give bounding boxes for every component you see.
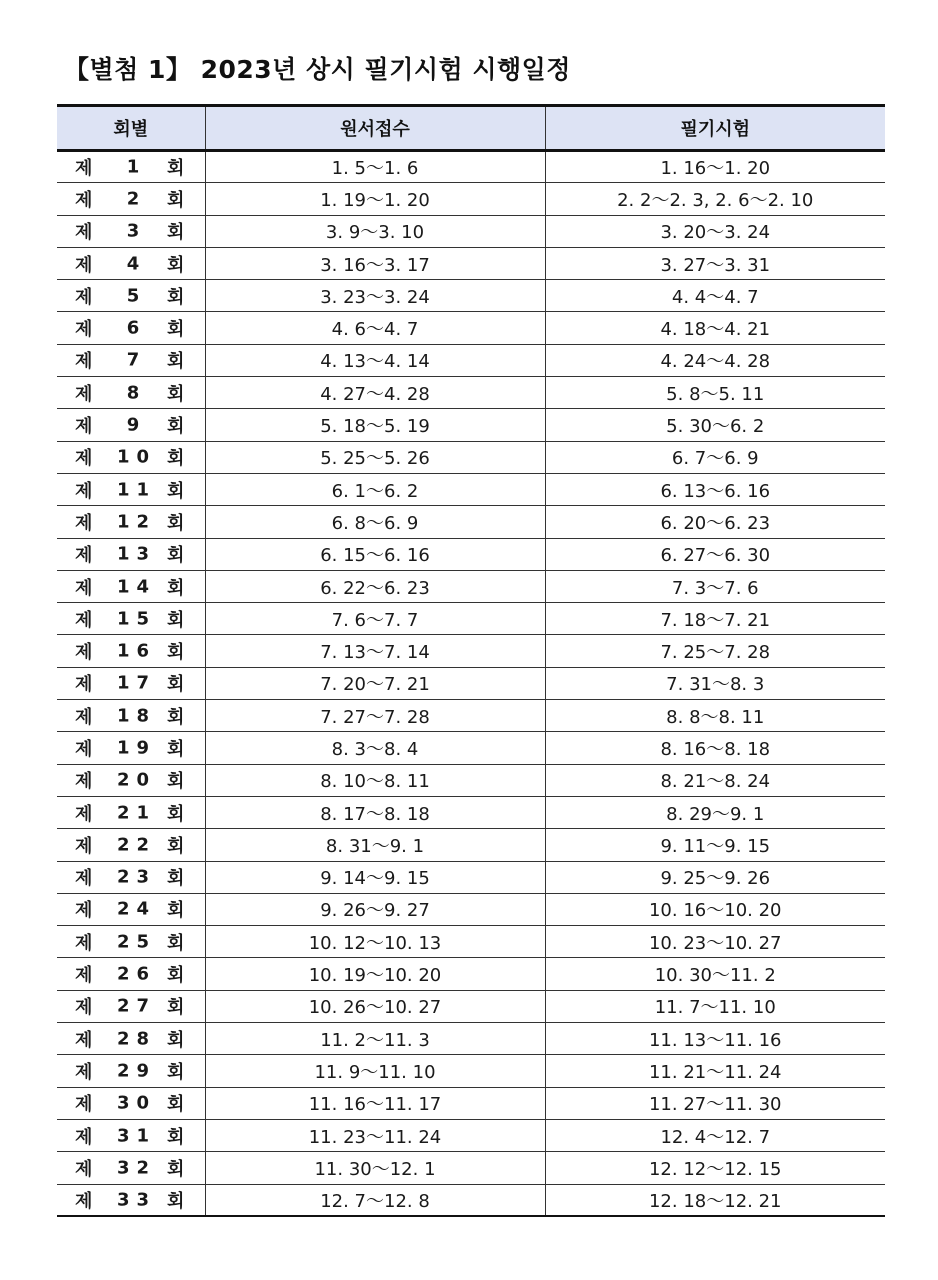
table-row: [57, 926, 885, 958]
round-prefix: 제: [75, 416, 93, 438]
round-cell: [57, 667, 205, 699]
application-period-cell: 7. 13～7. 14: [205, 635, 545, 667]
round-number: 22: [116, 834, 157, 856]
exam-period-cell: 12. 12～12. 15: [545, 1152, 885, 1184]
round-cell: [57, 506, 205, 538]
application-period-cell: 11. 23～11. 24: [205, 1119, 545, 1151]
exam-period-cell: 11. 21～11. 24: [545, 1055, 885, 1087]
round-cell: [57, 1087, 205, 1119]
table-row: [57, 1152, 885, 1184]
application-period-cell: 11. 9～11. 10: [205, 1055, 545, 1087]
application-period-cell: 5. 25～5. 26: [205, 441, 545, 473]
round-prefix: 제: [75, 577, 93, 599]
table-row: [57, 893, 885, 925]
table-row: [57, 409, 885, 441]
round-prefix: 제: [75, 1061, 93, 1083]
round-number: 7: [126, 349, 147, 371]
exam-period-cell: 6. 20～6. 23: [545, 506, 885, 538]
exam-period-cell: 1. 16～1. 20: [545, 151, 885, 183]
round-number: 27: [116, 995, 157, 1017]
exam-period-cell: 9. 25～9. 26: [545, 861, 885, 893]
table-body: [57, 151, 885, 1217]
round-cell: [57, 183, 205, 215]
round-number: 10: [116, 446, 157, 468]
application-period-cell: 5. 18～5. 19: [205, 409, 545, 441]
application-period-cell: 8. 3～8. 4: [205, 732, 545, 764]
round-prefix: 제: [75, 900, 93, 922]
round-suffix: 회: [167, 1029, 185, 1051]
round-prefix: 제: [75, 1126, 93, 1148]
round-prefix: 제: [75, 738, 93, 760]
round-prefix: 제: [75, 965, 93, 987]
table-row: [57, 990, 885, 1022]
round-suffix: 회: [167, 706, 185, 728]
table-row: [57, 215, 885, 247]
round-prefix: 제: [75, 835, 93, 857]
round-suffix: 회: [167, 771, 185, 793]
round-prefix: 제: [75, 1190, 93, 1212]
table-row: [57, 506, 885, 538]
round-cell: [57, 441, 205, 473]
round-prefix: 제: [75, 868, 93, 890]
application-period-cell: 7. 6～7. 7: [205, 603, 545, 635]
round-prefix: 제: [75, 706, 93, 728]
exam-period-cell: 4. 24～4. 28: [545, 344, 885, 376]
table-row: [57, 1023, 885, 1055]
round-cell: [57, 829, 205, 861]
exam-period-cell: 8. 29～9. 1: [545, 796, 885, 828]
exam-period-cell: 11. 13～11. 16: [545, 1023, 885, 1055]
round-suffix: 회: [167, 965, 185, 987]
round-number: 19: [116, 737, 157, 759]
table-row: [57, 796, 885, 828]
table-row: [57, 732, 885, 764]
application-period-cell: 1. 19～1. 20: [205, 183, 545, 215]
application-period-cell: 8. 17～8. 18: [205, 796, 545, 828]
round-number: 6: [126, 317, 147, 339]
exam-period-cell: 6. 13～6. 16: [545, 473, 885, 505]
round-number: 12: [116, 511, 157, 533]
round-number: 33: [116, 1189, 157, 1211]
application-period-cell: 11. 16～11. 17: [205, 1087, 545, 1119]
table-row: [57, 344, 885, 376]
header-exam: 필기시험: [545, 106, 885, 151]
round-prefix: 제: [75, 771, 93, 793]
round-prefix: 제: [75, 609, 93, 631]
round-suffix: 회: [167, 674, 185, 696]
round-number: 3: [126, 220, 147, 242]
round-suffix: 회: [167, 738, 185, 760]
round-number: 18: [116, 705, 157, 727]
round-number: 5: [126, 285, 147, 307]
round-cell: [57, 409, 205, 441]
round-suffix: 회: [167, 1158, 185, 1180]
table-row: [57, 635, 885, 667]
round-number: 26: [116, 963, 157, 985]
round-suffix: 회: [167, 383, 185, 405]
round-prefix: 제: [75, 1094, 93, 1116]
round-cell: [57, 312, 205, 344]
table-row: [57, 603, 885, 635]
round-suffix: 회: [167, 577, 185, 599]
application-period-cell: 3. 16～3. 17: [205, 247, 545, 279]
table-row: [57, 247, 885, 279]
exam-period-cell: 7. 18～7. 21: [545, 603, 885, 635]
round-cell: [57, 538, 205, 570]
exam-period-cell: 3. 27～3. 31: [545, 247, 885, 279]
round-suffix: 회: [167, 286, 185, 308]
table-row: [57, 473, 885, 505]
exam-period-cell: 6. 27～6. 30: [545, 538, 885, 570]
round-suffix: 회: [167, 189, 185, 211]
round-suffix: 회: [167, 642, 185, 664]
round-prefix: 제: [75, 222, 93, 244]
exam-period-cell: 7. 25～7. 28: [545, 635, 885, 667]
application-period-cell: 9. 26～9. 27: [205, 893, 545, 925]
table-row: [57, 861, 885, 893]
round-suffix: 회: [167, 609, 185, 631]
round-prefix: 제: [75, 1158, 93, 1180]
application-period-cell: 11. 2～11. 3: [205, 1023, 545, 1055]
round-prefix: 제: [75, 158, 93, 180]
table-row: [57, 829, 885, 861]
round-number: 14: [116, 576, 157, 597]
round-prefix: 제: [75, 480, 93, 502]
exam-period-cell: 7. 3～7. 6: [545, 570, 885, 602]
exam-period-cell: 10. 16～10. 20: [545, 893, 885, 925]
application-period-cell: 8. 10～8. 11: [205, 764, 545, 796]
round-suffix: 회: [167, 448, 185, 470]
round-suffix: 회: [167, 900, 185, 922]
round-prefix: 제: [75, 319, 93, 341]
round-prefix: 제: [75, 642, 93, 664]
exam-period-cell: 4. 4～4. 7: [545, 280, 885, 312]
application-period-cell: 11. 30～12. 1: [205, 1152, 545, 1184]
exam-period-cell: 8. 16～8. 18: [545, 732, 885, 764]
table-row: [57, 1055, 885, 1087]
exam-period-cell: 2. 2～2. 3, 2. 6～2. 10: [545, 183, 885, 215]
round-prefix: 제: [75, 803, 93, 825]
application-period-cell: 4. 6～4. 7: [205, 312, 545, 344]
round-cell: [57, 700, 205, 732]
table-row: [57, 280, 885, 312]
exam-period-cell: 3. 20～3. 24: [545, 215, 885, 247]
round-number: 2: [126, 188, 147, 210]
header-application: 원서접수: [205, 106, 545, 151]
document-title: 【별첨 1】 2023년 상시 필기시험 시행일정: [64, 55, 571, 84]
round-number: 21: [116, 802, 157, 824]
round-suffix: 회: [167, 1061, 185, 1083]
table-row: [57, 764, 885, 796]
exam-period-cell: 7. 31～8. 3: [545, 667, 885, 699]
round-prefix: 제: [75, 512, 93, 534]
exam-schedule-table: [57, 104, 885, 1217]
header-round: 회별: [57, 106, 205, 151]
round-cell: [57, 215, 205, 247]
round-cell: [57, 1184, 205, 1216]
round-number: 4: [126, 253, 147, 275]
round-cell: [57, 1119, 205, 1151]
application-period-cell: 7. 20～7. 21: [205, 667, 545, 699]
round-prefix: 제: [75, 545, 93, 567]
round-number: 30: [116, 1092, 157, 1114]
round-cell: [57, 796, 205, 828]
exam-period-cell: 8. 8～8. 11: [545, 700, 885, 732]
application-period-cell: 6. 1～6. 2: [205, 473, 545, 505]
round-suffix: 회: [167, 545, 185, 567]
round-cell: [57, 570, 205, 602]
exam-period-cell: 4. 18～4. 21: [545, 312, 885, 344]
round-suffix: 회: [167, 254, 185, 276]
round-suffix: 회: [167, 1126, 185, 1148]
round-cell: [57, 861, 205, 893]
application-period-cell: 10. 19～10. 20: [205, 958, 545, 990]
round-prefix: 제: [75, 383, 93, 405]
round-prefix: 제: [75, 674, 93, 696]
exam-period-cell: 10. 30～11. 2: [545, 958, 885, 990]
round-cell: [57, 247, 205, 279]
application-period-cell: 6. 15～6. 16: [205, 538, 545, 570]
round-suffix: 회: [167, 1094, 185, 1116]
exam-period-cell: 5. 30～6. 2: [545, 409, 885, 441]
application-period-cell: 8. 31～9. 1: [205, 829, 545, 861]
round-cell: [57, 473, 205, 505]
round-number: 28: [116, 1028, 157, 1050]
round-cell: [57, 1023, 205, 1055]
application-period-cell: 12. 7～12. 8: [205, 1184, 545, 1216]
table-row: [57, 377, 885, 409]
application-period-cell: 3. 9～3. 10: [205, 215, 545, 247]
round-cell: [57, 151, 205, 183]
round-cell: [57, 926, 205, 958]
exam-period-cell: 12. 4～12. 7: [545, 1119, 885, 1151]
round-prefix: 제: [75, 286, 93, 308]
round-suffix: 회: [167, 803, 185, 825]
round-number: 16: [116, 640, 157, 662]
round-cell: [57, 1152, 205, 1184]
application-period-cell: 4. 13～4. 14: [205, 344, 545, 376]
application-period-cell: 1. 5～1. 6: [205, 151, 545, 183]
exam-period-cell: 5. 8～5. 11: [545, 377, 885, 409]
round-cell: [57, 1055, 205, 1087]
round-number: 20: [116, 769, 157, 791]
round-number: 31: [116, 1125, 157, 1147]
round-number: 29: [116, 1060, 157, 1082]
exam-period-cell: 11. 27～11. 30: [545, 1087, 885, 1119]
table-row: [57, 151, 885, 183]
round-suffix: 회: [167, 351, 185, 373]
round-number: 32: [116, 1157, 157, 1179]
round-prefix: 제: [75, 189, 93, 211]
round-suffix: 회: [167, 512, 185, 534]
round-prefix: 제: [75, 932, 93, 954]
round-suffix: 회: [167, 158, 185, 180]
round-cell: [57, 732, 205, 764]
table-header-row: [57, 106, 885, 151]
table-row: [57, 700, 885, 732]
table-row: [57, 441, 885, 473]
round-prefix: 제: [75, 351, 93, 373]
round-cell: [57, 280, 205, 312]
application-period-cell: 6. 22～6. 23: [205, 570, 545, 602]
round-number: 13: [116, 543, 157, 565]
round-suffix: 회: [167, 932, 185, 954]
table-row: [57, 183, 885, 215]
exam-period-cell: 10. 23～10. 27: [545, 926, 885, 958]
exam-period-cell: 8. 21～8. 24: [545, 764, 885, 796]
application-period-cell: 9. 14～9. 15: [205, 861, 545, 893]
exam-period-cell: 12. 18～12. 21: [545, 1184, 885, 1216]
round-suffix: 회: [167, 319, 185, 341]
exam-period-cell: 9. 11～9. 15: [545, 829, 885, 861]
round-suffix: 회: [167, 835, 185, 857]
round-suffix: 회: [167, 480, 185, 502]
round-number: 25: [116, 931, 157, 953]
table-row: [57, 538, 885, 570]
round-prefix: 제: [75, 997, 93, 1019]
application-period-cell: 7. 27～7. 28: [205, 700, 545, 732]
application-period-cell: 3. 23～3. 24: [205, 280, 545, 312]
round-cell: [57, 377, 205, 409]
round-cell: [57, 990, 205, 1022]
table-row: [57, 1119, 885, 1151]
application-period-cell: 10. 12～10. 13: [205, 926, 545, 958]
table-row: [57, 570, 885, 602]
round-number: 11: [116, 479, 157, 501]
round-prefix: 제: [75, 448, 93, 470]
table-row: [57, 312, 885, 344]
round-prefix: 제: [75, 254, 93, 276]
round-suffix: 회: [167, 868, 185, 890]
exam-period-cell: 6. 7～6. 9: [545, 441, 885, 473]
round-suffix: 회: [167, 416, 185, 438]
round-cell: [57, 344, 205, 376]
exam-period-cell: 11. 7～11. 10: [545, 990, 885, 1022]
table-row: [57, 667, 885, 699]
round-cell: [57, 764, 205, 796]
round-cell: [57, 893, 205, 925]
table-row: [57, 1087, 885, 1119]
round-number: 23: [116, 866, 157, 888]
table-row: [57, 1184, 885, 1216]
round-number: 17: [116, 672, 157, 694]
round-prefix: 제: [75, 1029, 93, 1051]
round-cell: [57, 635, 205, 667]
round-number: 8: [126, 382, 147, 404]
round-cell: [57, 603, 205, 635]
round-suffix: 회: [167, 997, 185, 1019]
round-number: 9: [126, 414, 147, 436]
application-period-cell: 10. 26～10. 27: [205, 990, 545, 1022]
round-number: 24: [116, 898, 157, 920]
round-number: 1: [126, 156, 147, 178]
application-period-cell: 6. 8～6. 9: [205, 506, 545, 538]
table-row: [57, 958, 885, 990]
round-number: 15: [116, 608, 157, 630]
round-cell: [57, 958, 205, 990]
round-suffix: 회: [167, 1190, 185, 1212]
application-period-cell: 4. 27～4. 28: [205, 377, 545, 409]
round-suffix: 회: [167, 222, 185, 244]
